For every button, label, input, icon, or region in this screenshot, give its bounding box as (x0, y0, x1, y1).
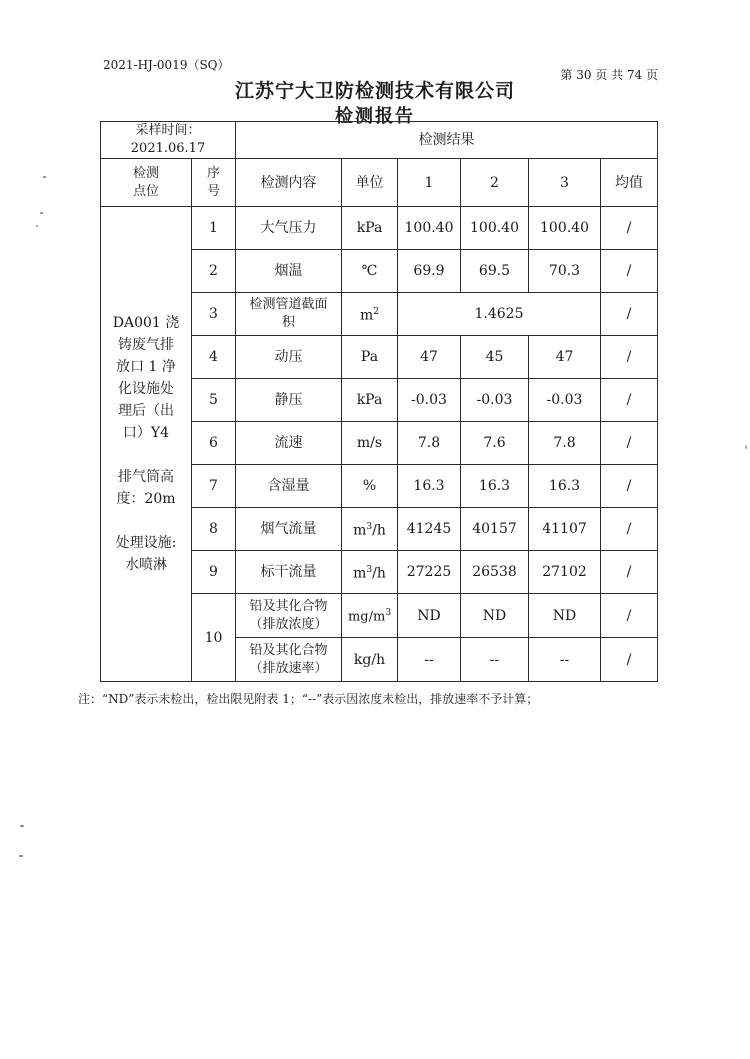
row-unit: Pa (342, 336, 398, 379)
scan-speck (19, 855, 23, 857)
document-id: 2021-HJ-0019（SQ） (103, 58, 230, 72)
row-avg: / (601, 465, 658, 508)
row-value-1: -0.03 (398, 379, 461, 422)
col1-header: 1 (398, 159, 461, 207)
unit-suffix: /h (372, 565, 386, 582)
point-line-4: 化设施处 (118, 381, 174, 397)
row-unit: kPa (342, 207, 398, 250)
row-avg: / (601, 551, 658, 594)
seq-header (192, 159, 236, 207)
row-value-3: 7.8 (529, 422, 601, 465)
row-item: 大气压力 (236, 207, 342, 250)
item-header: 检测内容 (236, 159, 342, 207)
row-value-2: 7.6 (461, 422, 529, 465)
row-item (236, 638, 342, 682)
results-header: 检测结果 (236, 122, 658, 159)
row-value-2: 69.5 (461, 250, 529, 293)
row-no: 6 (192, 422, 236, 465)
row-avg: / (601, 207, 658, 250)
sampling-time-cell (101, 122, 236, 159)
row-avg: / (601, 638, 658, 682)
row-no: 7 (192, 465, 236, 508)
row-unit (342, 508, 398, 551)
row-value-1: 100.40 (398, 207, 461, 250)
unit-superscript: 3 (366, 522, 373, 533)
scan-speck (43, 176, 46, 178)
row-item: 烟气流量 (236, 508, 342, 551)
row-unit: ℃ (342, 250, 398, 293)
row-no: 8 (192, 508, 236, 551)
unit-base: m (359, 307, 374, 324)
row-no: 4 (192, 336, 236, 379)
row-value-2: 45 (461, 336, 529, 379)
row-unit (342, 594, 398, 638)
row-item: 含湿量 (236, 465, 342, 508)
row-value-3: 16.3 (529, 465, 601, 508)
row-unit: kg/h (342, 638, 398, 682)
point-line-1: DA001 浇 (112, 315, 180, 331)
row-item-line2: （排放浓度） (249, 616, 328, 632)
row-no: 2 (192, 250, 236, 293)
row-value-2: 26538 (461, 551, 529, 594)
row-avg: / (601, 293, 658, 336)
row-value-1: 41245 (398, 508, 461, 551)
avg-header: 均值 (601, 159, 658, 207)
unit-base: mg/m (347, 609, 386, 625)
unit-base: m (353, 565, 367, 582)
row-unit: % (342, 465, 398, 508)
row-unit: m/s (342, 422, 398, 465)
row-item: 流速 (236, 422, 342, 465)
point-header (101, 159, 192, 207)
sampling-time-label: 采样时间： (135, 123, 201, 138)
row-value-3: ND (529, 594, 601, 638)
unit-superscript: 3 (385, 608, 392, 619)
row-value-1: -- (398, 638, 461, 682)
row-no: 5 (192, 379, 236, 422)
footnote: 注：“ND”表示未检出，检出限见附表 1；“--”表示因浓度未检出，排放速率不予计算； (78, 692, 539, 706)
sampling-time-value: 2021.06.17 (130, 141, 206, 156)
row-value-1: ND (398, 594, 461, 638)
row-value-3: -0.03 (529, 379, 601, 422)
page-number: 第 30 页 共 74 页 (560, 68, 658, 82)
row-value-1: 16.3 (398, 465, 461, 508)
row-item: 静压 (236, 379, 342, 422)
row-avg: / (601, 508, 658, 551)
row-avg: / (601, 250, 658, 293)
row-value-2: 40157 (461, 508, 529, 551)
row-no: 1 (192, 207, 236, 250)
facility-line-2: 水喷淋 (125, 557, 167, 573)
row-item-line1: 铅及其化合物 (249, 598, 328, 614)
row-item-line1: 铅及其化合物 (249, 642, 328, 658)
sampling-point-info (101, 207, 192, 682)
seq-header-line1: 序 (206, 165, 220, 181)
row-item-line2: 积 (281, 315, 295, 330)
results-table (100, 121, 658, 682)
point-header-line1: 检测 (132, 165, 159, 181)
col2-header: 2 (461, 159, 529, 207)
row-value-3: 27102 (529, 551, 601, 594)
row-value-2: -- (461, 638, 529, 682)
facility-line-1: 处理设施: (115, 535, 177, 551)
row-value-1: 69.9 (398, 250, 461, 293)
row-item: 标干流量 (236, 551, 342, 594)
row-unit: kPa (342, 379, 398, 422)
scan-speck (20, 825, 24, 827)
row-value-2: -0.03 (461, 379, 529, 422)
row-merged-value: 1.4625 (398, 293, 601, 336)
unit-header: 单位 (342, 159, 398, 207)
row-value-3: 100.40 (529, 207, 601, 250)
row-item-line2: （排放速率） (249, 660, 328, 676)
row-avg: / (601, 379, 658, 422)
point-line-2: 铸废气排 (118, 337, 174, 353)
row-value-1: 47 (398, 336, 461, 379)
seq-header-line2: 号 (206, 183, 220, 199)
row-value-3: 70.3 (529, 250, 601, 293)
row-value-2: 100.40 (461, 207, 529, 250)
row-item: 烟温 (236, 250, 342, 293)
row-no: 9 (192, 551, 236, 594)
scan-speck (745, 445, 747, 449)
report-title: 检测报告 (335, 106, 415, 127)
row-value-1: 7.8 (398, 422, 461, 465)
stack-height-line-1: 排气筒高 (118, 469, 174, 485)
point-line-6: 口）Y4 (122, 425, 170, 441)
row-avg: / (601, 594, 658, 638)
row-no: 10 (192, 594, 236, 682)
unit-suffix: /h (372, 522, 386, 539)
unit-superscript: 2 (373, 307, 379, 318)
row-value-2: 16.3 (461, 465, 529, 508)
point-line-5: 理后（出 (118, 403, 174, 419)
row-avg: / (601, 336, 658, 379)
row-value-2: ND (461, 594, 529, 638)
col3-header: 3 (529, 159, 601, 207)
unit-base: m (353, 522, 367, 539)
row-item (236, 293, 342, 336)
company-name: 江苏宁大卫防检测技术有限公司 (234, 80, 515, 102)
stack-height-line-2: 度：20m (116, 491, 176, 507)
row-item: 动压 (236, 336, 342, 379)
row-value-3: 41107 (529, 508, 601, 551)
point-line-3: 放口 1 净 (116, 359, 176, 375)
row-value-1: 27225 (398, 551, 461, 594)
row-item (236, 594, 342, 638)
scan-speck (36, 225, 38, 227)
row-value-3: 47 (529, 336, 601, 379)
row-item-line1: 检测管道截面 (249, 297, 328, 312)
row-unit (342, 551, 398, 594)
row-avg: / (601, 422, 658, 465)
row-value-3: -- (529, 638, 601, 682)
unit-superscript: 3 (366, 565, 373, 576)
row-unit (342, 293, 398, 336)
scan-speck (40, 212, 43, 214)
point-header-line2: 点位 (132, 183, 159, 199)
row-no: 3 (192, 293, 236, 336)
